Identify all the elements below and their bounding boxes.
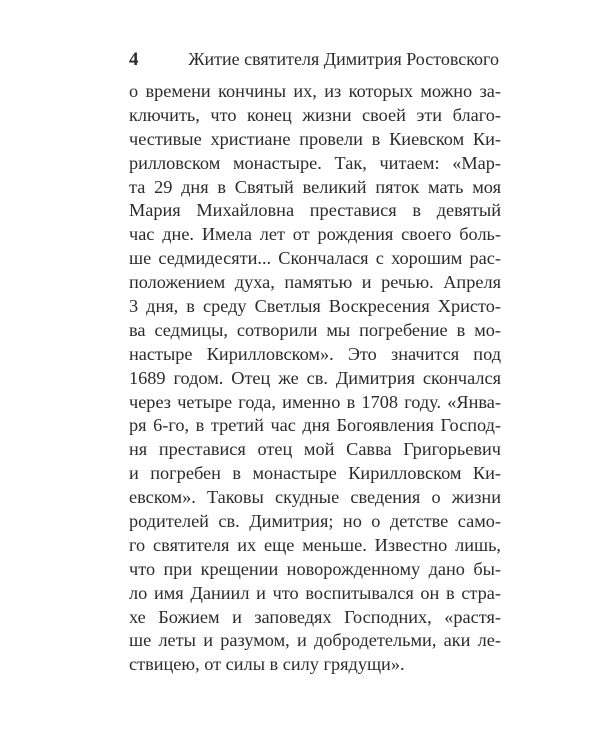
- text-line: рилловском монастыре. Так, читаем: «Мар-: [129, 152, 501, 173]
- text-line: евском». Таковы скудные сведения о жизни: [129, 487, 501, 508]
- text-line: 3 дня, в среду Светлыя Воскресения Христо-: [129, 296, 501, 317]
- page-number: 4: [129, 49, 139, 70]
- text-line: ключить, что конец жизни своей эти благо-: [129, 104, 501, 125]
- text-line: настыре Кирилловском». Это значится под: [129, 343, 501, 364]
- text-line: о времени кончины их, из которых можно за-: [129, 81, 501, 101]
- text-line: и погребен в монастыре Кирилловском Ки-: [129, 463, 501, 484]
- text-line: ствицею, от силы в силу грядущи».: [129, 654, 405, 675]
- text-line: та 29 дня в Святый великий пяток мать моя: [129, 176, 501, 197]
- text-line: ня преставися отец мой Савва Григорьевич: [129, 439, 501, 460]
- text-line: через четыре года, именно в 1708 году. «Янва-: [129, 391, 501, 412]
- text-line: 1689 годом. Отец же св. Димитрия скончался: [129, 367, 501, 388]
- body-text: [129, 80, 501, 677]
- text-line: ше леты и разумом, и добродетельми, аки ле-: [129, 630, 501, 651]
- text-line: положением духа, памятью и речью. Апреля: [129, 272, 501, 293]
- text-line: го святителя их еще меньше. Известно лишь,: [129, 534, 501, 555]
- text-line: ря 6-го, в третий час дня Богоявления Господ-: [129, 415, 501, 436]
- text-line: что при крещении новорожденному дано бы-: [129, 558, 501, 579]
- text-line: хе Божием и заповедях Господних, «растя-: [129, 606, 501, 627]
- text-line: час дне. Имела лет от рождения своего боль-: [129, 224, 501, 245]
- text-line: ва седмицы, сотворили мы погребение в мо-: [129, 319, 501, 340]
- text-line: родителей св. Димитрия; но о детстве само-: [129, 511, 501, 532]
- text-line: Мария Михайловна преставися в девятый: [129, 200, 501, 221]
- running-title: Житие святителя Димитрия Ростовского: [188, 49, 499, 69]
- text-line: честивые христиане провели в Киевском Ки-: [129, 128, 501, 149]
- page-header: [129, 49, 499, 73]
- text-line: ше седмидесяти... Скончалася с хорошим рас-: [129, 248, 501, 269]
- text-line: ло имя Даниил и что воспитывался он в стра-: [129, 582, 501, 603]
